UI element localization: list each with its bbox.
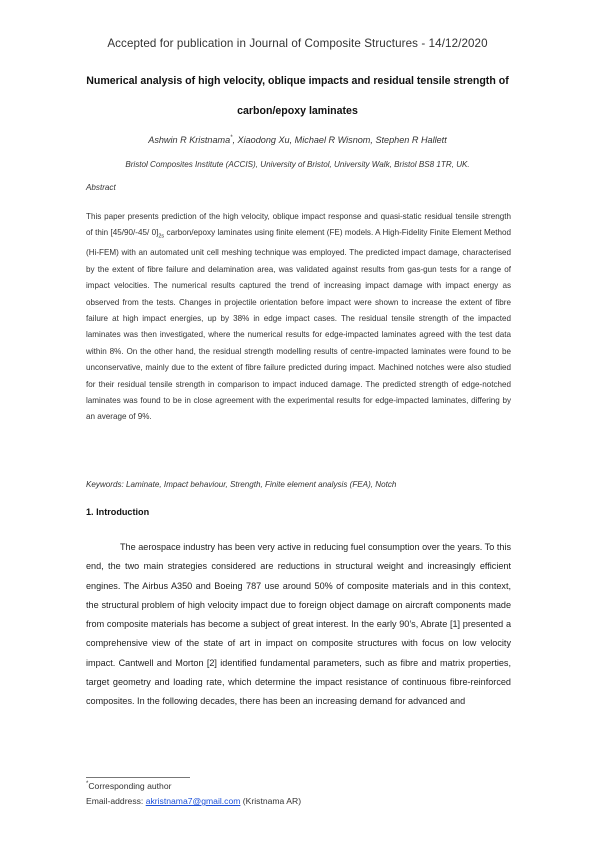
abstract-text	[86, 209, 511, 426]
email-suffix: (Kristnama AR)	[240, 796, 302, 806]
footnote-email	[86, 796, 301, 806]
abstract-part-1: This paper presents prediction of the high velocity, oblique impact response and quasi-static residual tensile strength of thin [45/90/-45/ 0]	[86, 212, 511, 238]
introduction-paragraph: The aerospace industry has been very active in reducing fuel consumption over the years. To this end, the two main strategies considered are reductions in structural weight and increasingly efficient engines. The Airbus A350 and Boeing 787 use around 50% of composite materials and in this context, the structural problem of high velocity impact due to foreign object damage on aircraft components made from composite materials has become a subject of great interest. In the early 90’s, Abrate [1] presented a comprehensive view of the state of art in impact on composite structures with focus on low velocity impact. Cantwell and Morton [2] identified fundamental parameters, such as fibre and matrix properties, target geometry and loading rate, which determine the impact resistance of continuous fibre-reinforced composites. In the following decades, there has been an increasing demand for advanced and	[86, 542, 511, 707]
author-list	[0, 135, 595, 145]
email-label: Email-address:	[86, 796, 146, 806]
footnote-corresponding	[86, 781, 171, 791]
footnote-mark: *	[86, 781, 89, 788]
corresponding-author: Ashwin R Kristnama	[148, 135, 231, 146]
co-authors: , Xiaodong Xu, Michael R Wisnom, Stephen R Hallett	[232, 135, 447, 146]
footnote-divider	[86, 777, 190, 778]
abstract-part-2: carbon/epoxy laminates using finite element (FE) models. A High-Fidelity Finite Element Method (Hi-FEM) with an automated unit cell meshing technique was employed. The predicted impact damage, characterised by the extent of fibre failure and delamination area, was validated against results from gas-gun tests for a range of impact velocities. The numerical results captured the trend of increasing impact damage with impact energy as observed from the tests. Changes in projectile orientation before impact were shown to increase the extent of fibre failure at high impact energies, up by 38% in edge impact cases. The residual tensile strength of the impacted laminates was then investigated, where the numerical results for edge-impacted laminates agreed with the test data within 8%. On the other hand, the residual strength modelling results of centre-impacted laminates were found to be unconservative, mainly due to the extent of fibre failure predicted during impact. Machined notches were also studied for their residual tensile strength in comparison to impact induced damage. The predicted strength of edge-notched laminates was found to be in close agreement with the experimental results for edge-impacted laminates, differing by an average of 9%.	[86, 228, 511, 422]
abstract-heading: Abstract	[86, 183, 116, 192]
email-link[interactable]: akristnama7@gmail.com	[145, 796, 241, 806]
affiliation: Bristol Composites Institute (ACCIS), University of Bristol, University Walk, Bristol BS8 1TR, UK.	[125, 160, 470, 169]
footnote-label: Corresponding author	[88, 781, 172, 791]
publication-header: Accepted for publication in Journal of Composite Structures - 14/12/2020	[107, 37, 488, 50]
section-heading-introduction: 1. Introduction	[86, 507, 150, 517]
keywords: Keywords: Laminate, Impact behaviour, Strength, Finite element analysis (FEA), Notch	[86, 480, 397, 489]
corresponding-author-mark: *	[230, 135, 233, 141]
paper-title: Numerical analysis of high velocity, oblique impacts and residual tensile strength of carbon/epoxy laminates	[86, 75, 509, 117]
laminate-subscript: 2s	[158, 234, 165, 241]
